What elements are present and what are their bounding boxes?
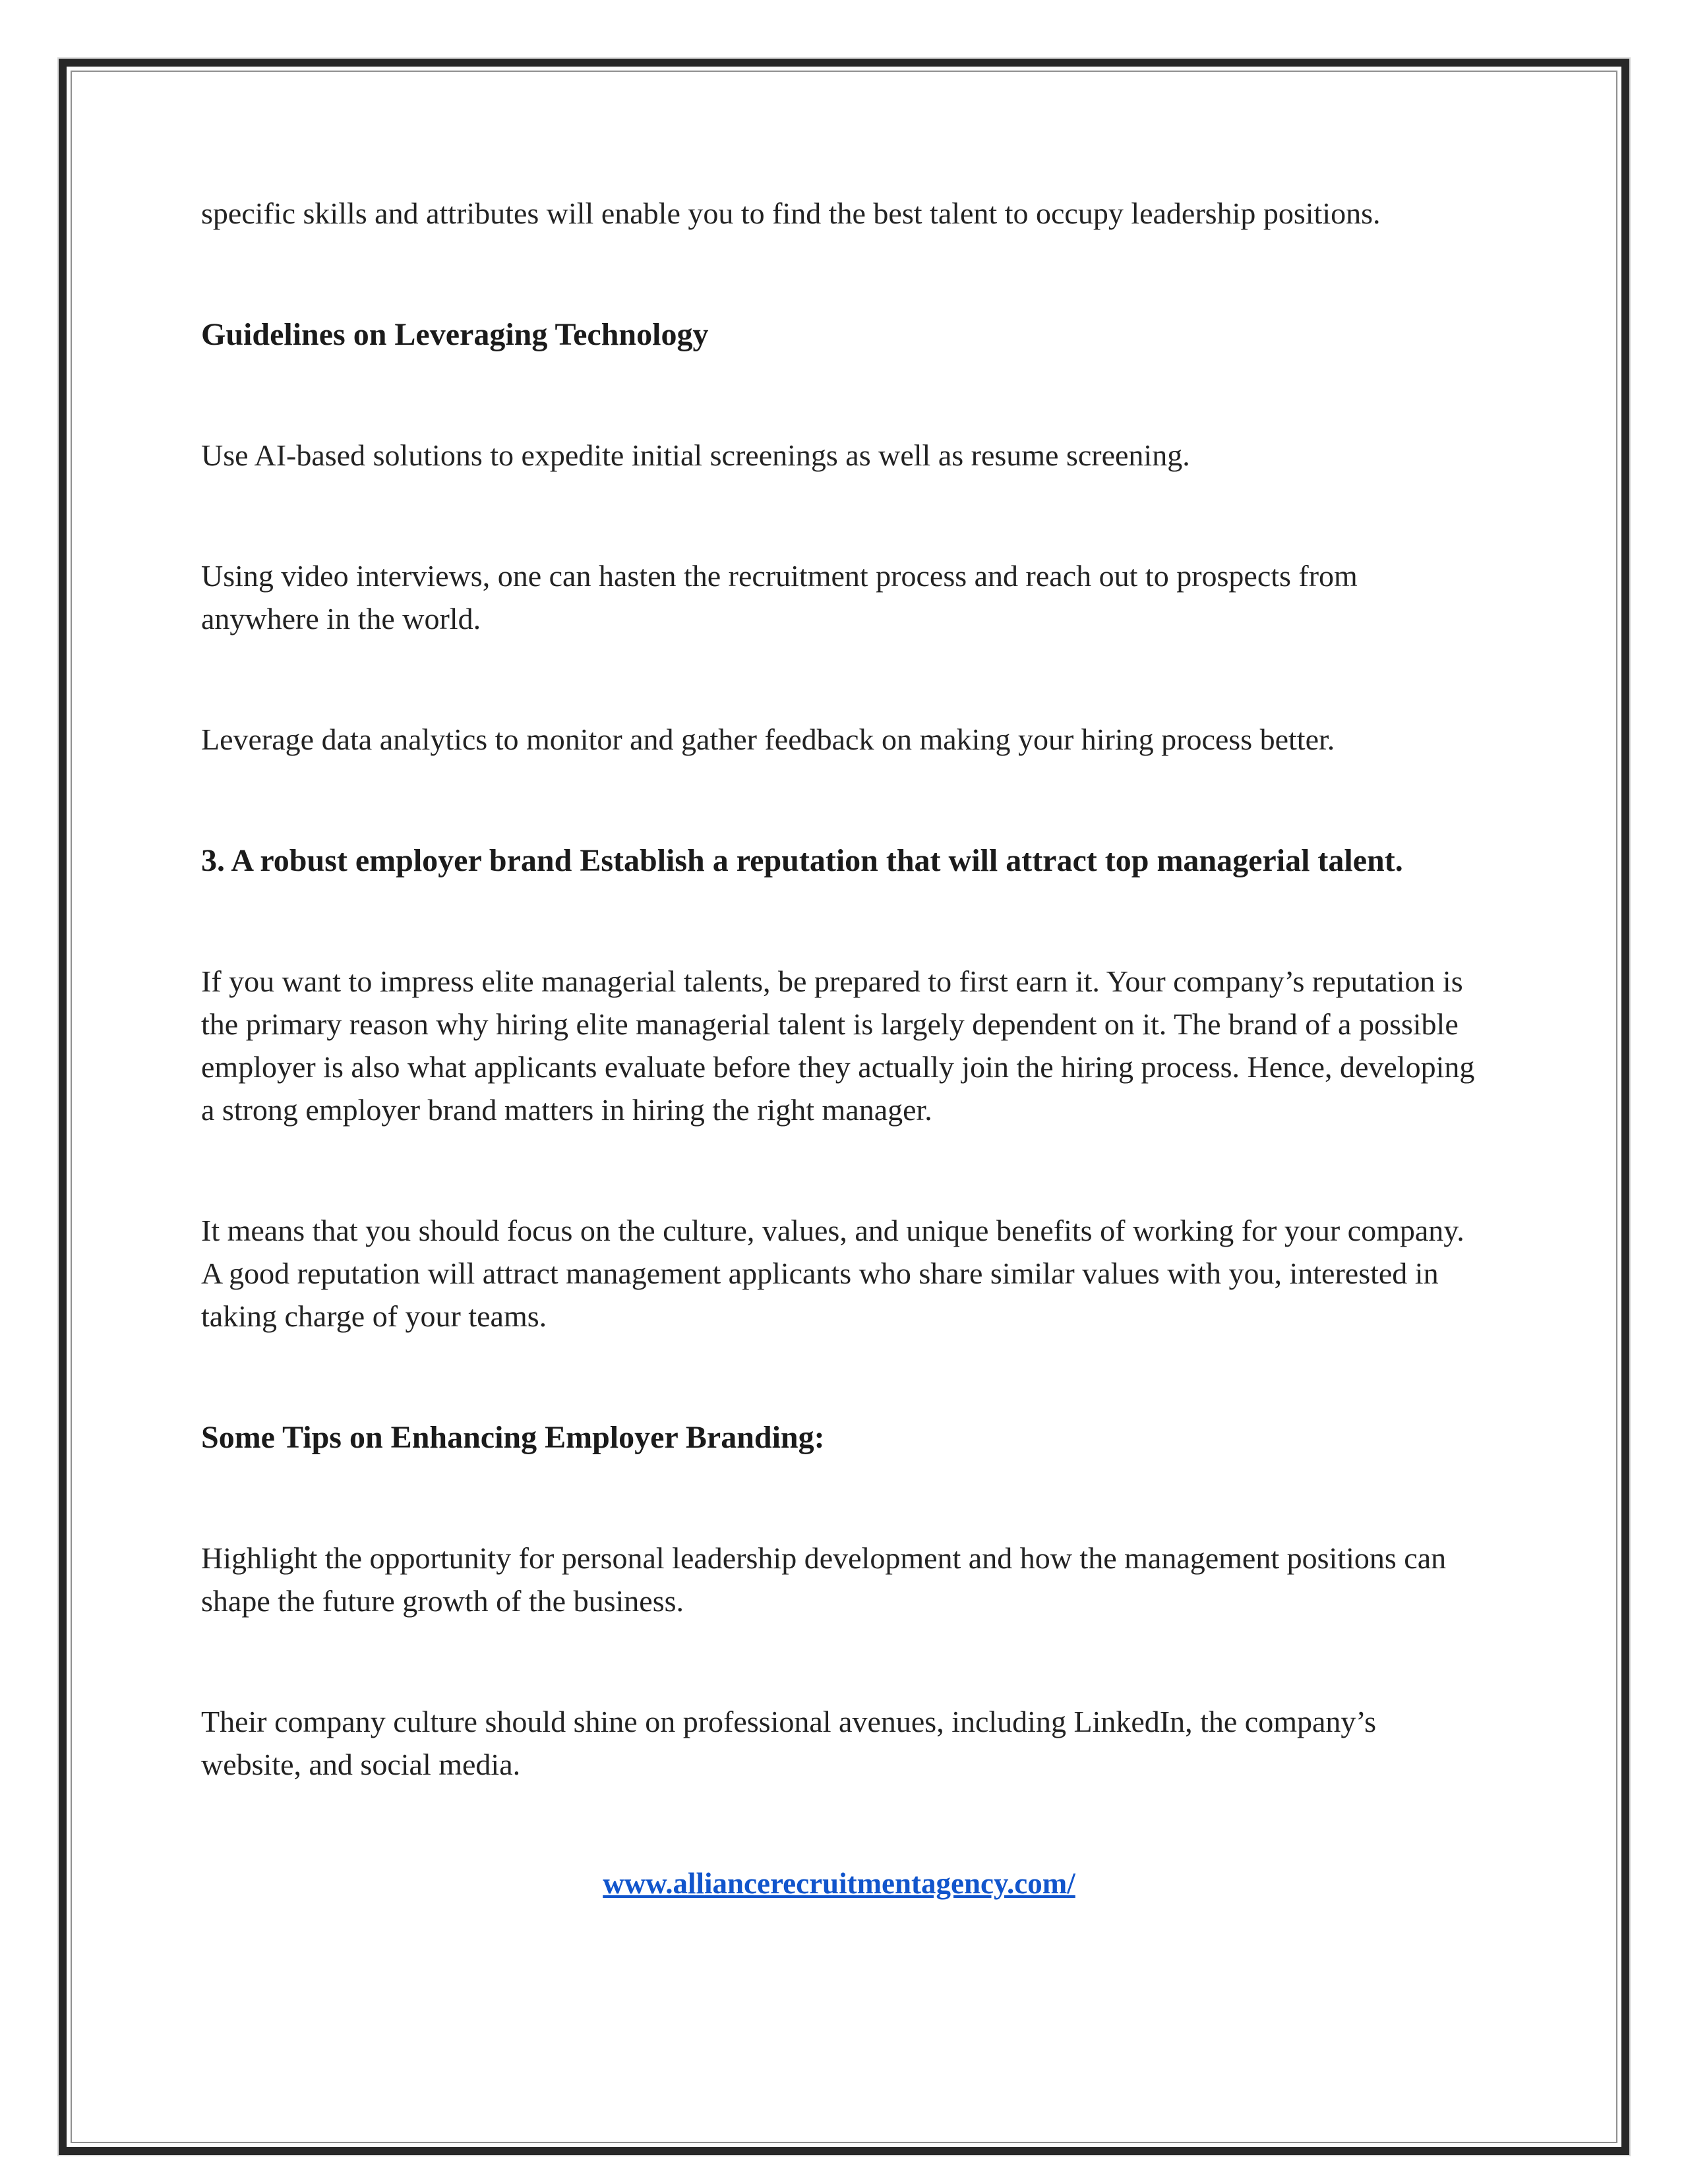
paragraph-leadership-development: Highlight the opportunity for personal leadership development and how the management positions can shape the future growth of the business. bbox=[201, 1541, 1447, 1618]
heading-leveraging-technology: Guidelines on Leveraging Technology bbox=[201, 317, 709, 352]
paragraph-video-interviews: Using video interviews, one can hasten the recruitment process and reach out to prospects from anywhere in the world. bbox=[201, 559, 1358, 635]
paragraph-data-analytics: Leverage data analytics to monitor and gather feedback on making your hiring process better. bbox=[201, 723, 1335, 756]
footer-link[interactable]: www.alliancerecruitmentagency.com/ bbox=[603, 1867, 1075, 1900]
heading-robust-employer-brand: 3. A robust employer brand Establish a reputation that will attract top managerial talent. bbox=[201, 843, 1403, 878]
paragraph-culture-values: It means that you should focus on the culture, values, and unique benefits of working for your company. A good reputation will attract management applicants who share similar values with you, interested in taking charge of your teams. bbox=[201, 1214, 1464, 1333]
paragraph-lead-continuation: specific skills and attributes will enable you to find the best talent to occupy leadership positions. bbox=[201, 196, 1381, 230]
paragraph-ai-solutions: Use AI-based solutions to expedite initial screenings as well as resume screening. bbox=[201, 438, 1190, 472]
paragraph-company-culture-avenues: Their company culture should shine on professional avenues, including LinkedIn, the company’s website, and social media. bbox=[201, 1705, 1377, 1781]
heading-enhancing-employer-branding: Some Tips on Enhancing Employer Branding: bbox=[201, 1420, 825, 1455]
paragraph-employer-reputation: If you want to impress elite managerial talents, be prepared to first earn it. Your company’s reputation is the primary reason why hiring elite managerial talent is largely dependent on it. The brand of a possible employer is also what applicants evaluate before they actually join the hiring process. Hence, developing a strong employer brand matters in hiring the right manager. bbox=[201, 964, 1475, 1127]
page-content bbox=[69, 67, 1619, 2147]
footer bbox=[201, 1864, 1477, 1903]
